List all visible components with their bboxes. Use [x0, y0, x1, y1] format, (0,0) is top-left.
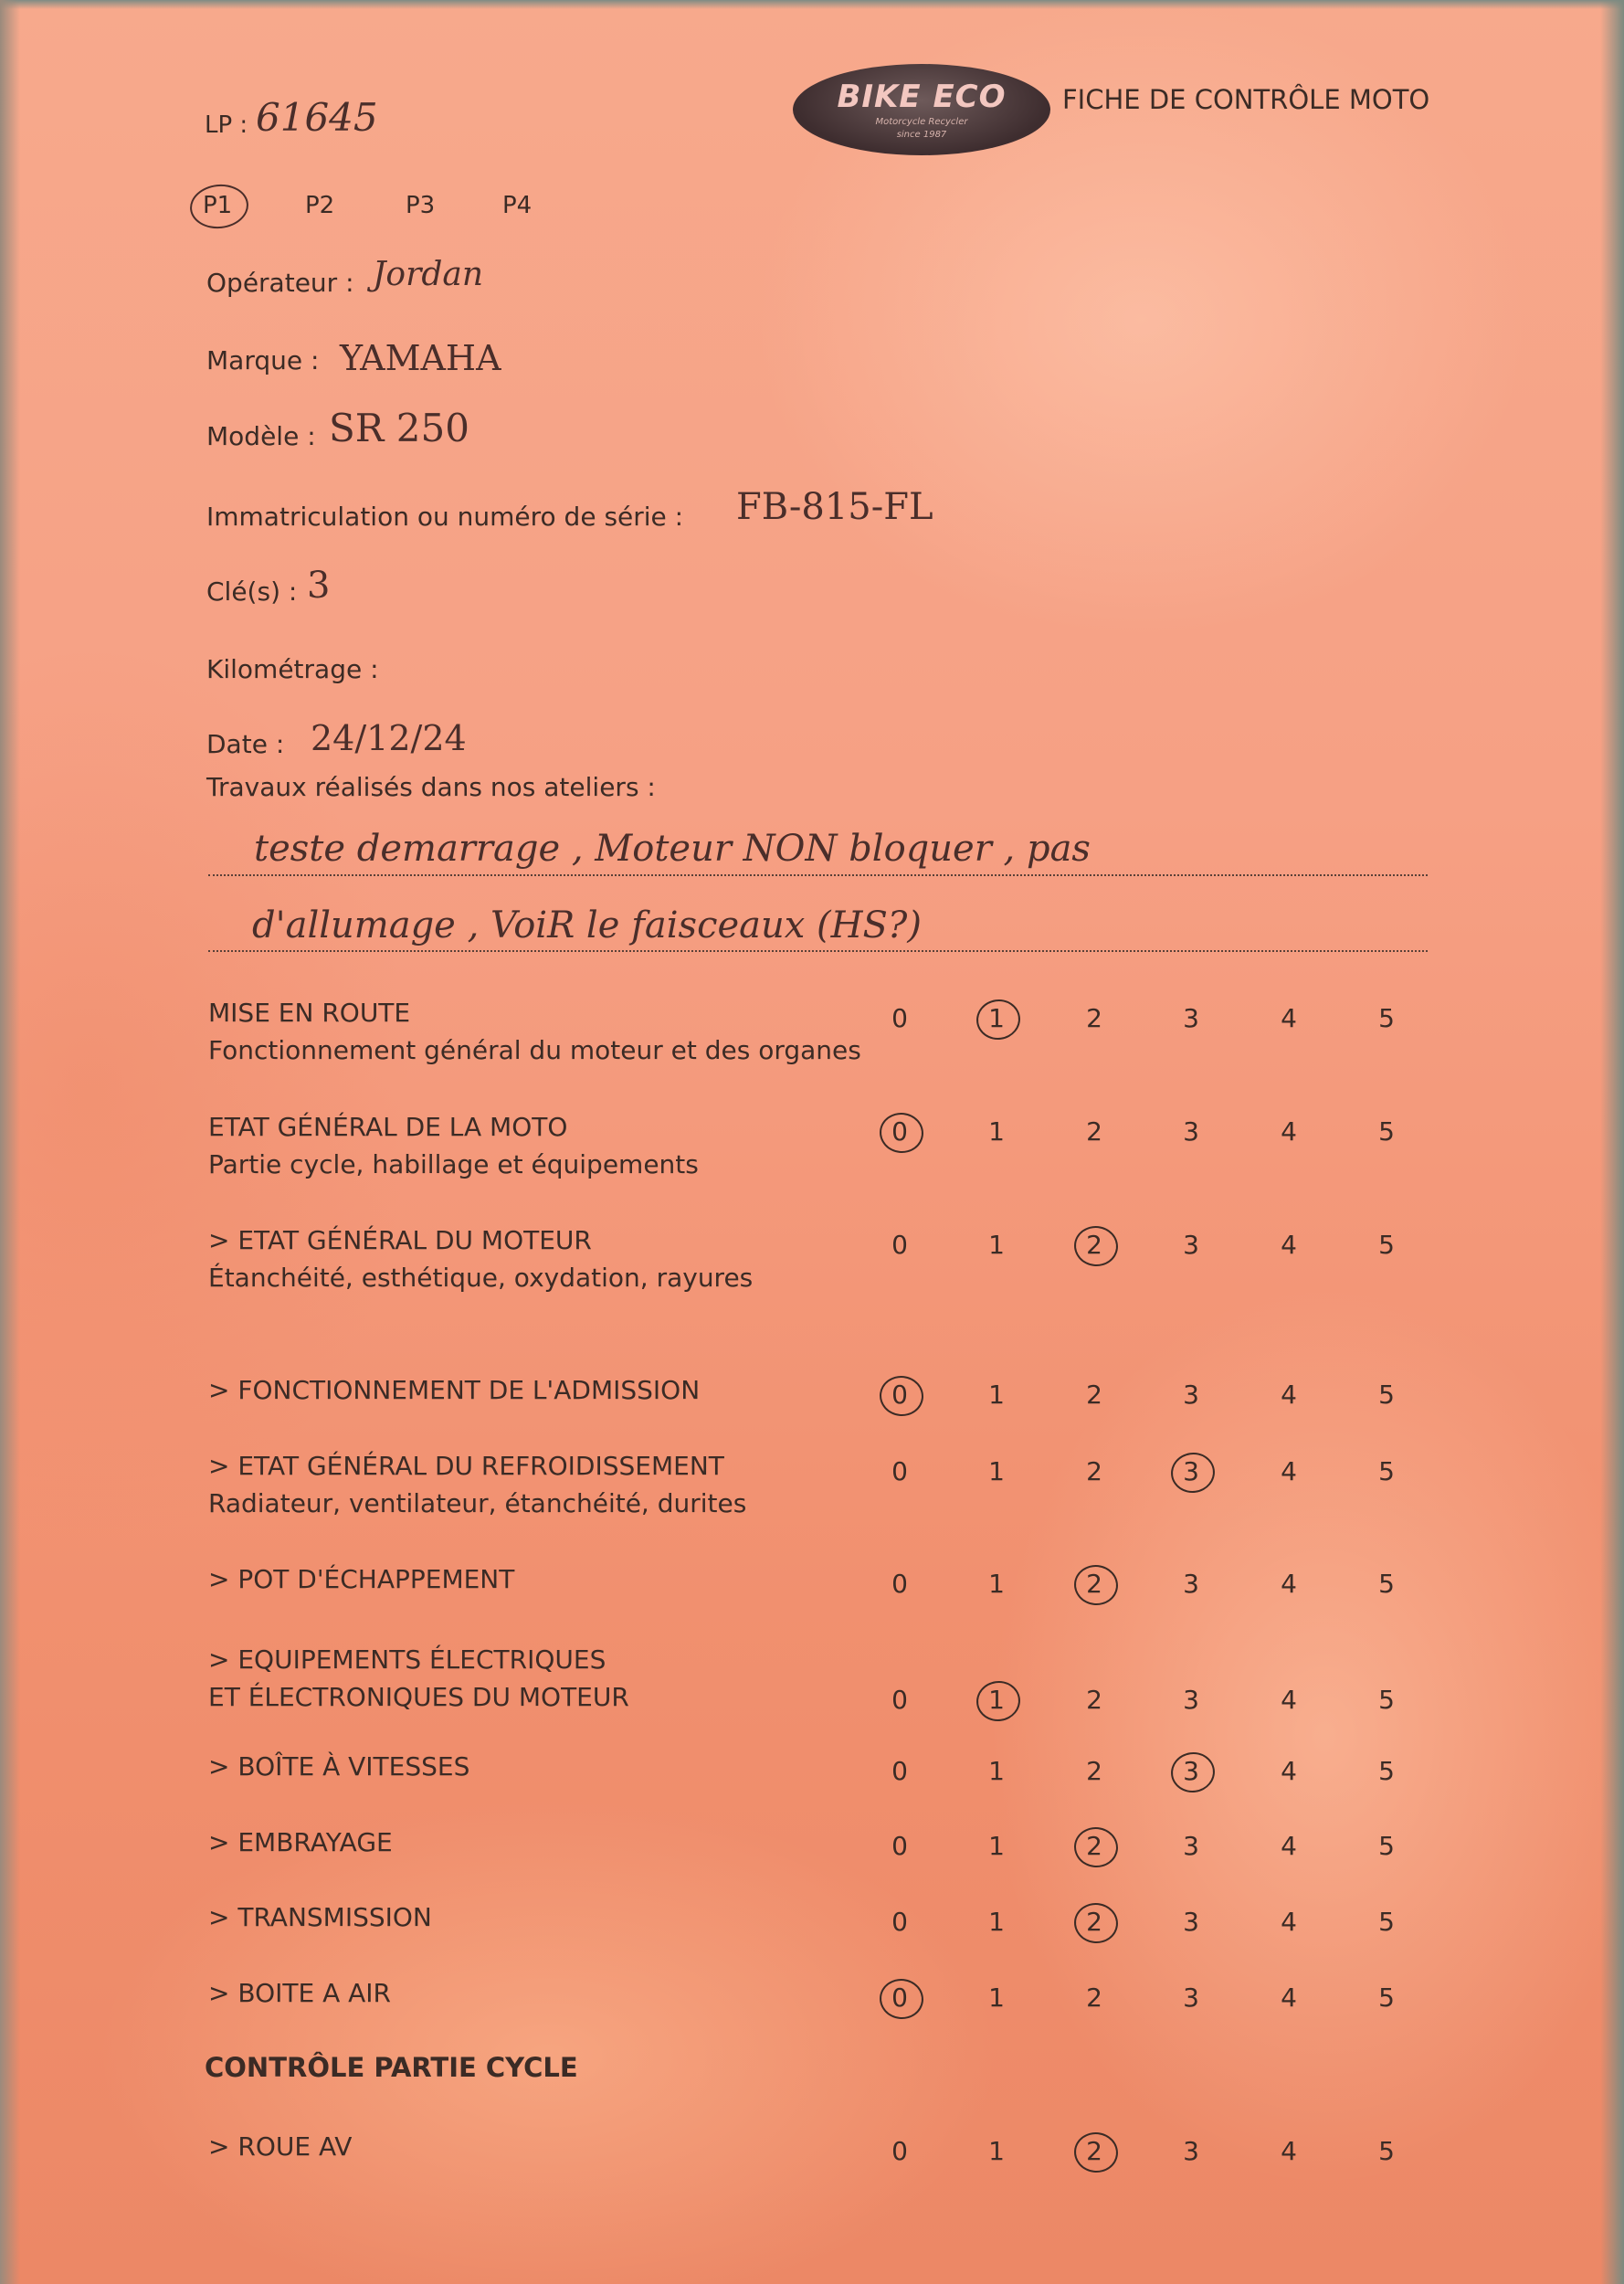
rating-score-2[interactable]: 2	[1086, 1003, 1102, 1033]
rating-score-0[interactable]: 0	[891, 1456, 908, 1486]
date-label: Date :	[206, 729, 285, 759]
rating-title: > TRANSMISSION	[208, 1902, 432, 1932]
rating-score-3[interactable]: 3	[1183, 1380, 1199, 1410]
operateur-value: Jordan	[373, 256, 484, 293]
rating-score-1[interactable]: 1	[988, 1003, 1005, 1033]
rating-score-3[interactable]: 3	[1183, 1456, 1199, 1486]
cycle-rating-score-3[interactable]: 3	[1183, 2136, 1199, 2166]
rating-subtitle: ET ÉLECTRONIQUES DU MOTEUR	[208, 1682, 629, 1712]
rating-title: ETAT GÉNÉRAL DE LA MOTO	[208, 1112, 568, 1142]
rating-score-2[interactable]: 2	[1086, 1831, 1102, 1861]
rating-score-5[interactable]: 5	[1378, 1831, 1395, 1861]
rating-score-1[interactable]: 1	[988, 1569, 1005, 1599]
rating-score-5[interactable]: 5	[1378, 1456, 1395, 1486]
rating-title: > FONCTIONNEMENT DE L'ADMISSION	[208, 1375, 701, 1405]
rating-score-4[interactable]: 4	[1281, 1756, 1297, 1786]
rating-score-1[interactable]: 1	[988, 1756, 1005, 1786]
rating-title: > BOITE A AIR	[208, 1978, 391, 2008]
rating-score-1[interactable]: 1	[988, 1116, 1005, 1147]
rating-score-3[interactable]: 3	[1183, 1116, 1199, 1147]
rating-score-0[interactable]: 0	[891, 1983, 908, 2013]
position-p2: P2	[305, 192, 335, 219]
rating-score-4[interactable]: 4	[1281, 1685, 1297, 1715]
rating-score-3[interactable]: 3	[1183, 1907, 1199, 1937]
rating-score-1[interactable]: 1	[988, 1380, 1005, 1410]
rating-subtitle: Fonctionnement général du moteur et des organes	[208, 1035, 861, 1065]
modele-label: Modèle :	[206, 421, 316, 451]
rating-score-2[interactable]: 2	[1086, 1380, 1102, 1410]
rating-score-5[interactable]: 5	[1378, 1907, 1395, 1937]
cycle-section-title: CONTRÔLE PARTIE CYCLE	[205, 2052, 578, 2083]
rating-score-3[interactable]: 3	[1183, 1983, 1199, 2013]
rating-score-4[interactable]: 4	[1281, 1116, 1297, 1147]
rating-score-0[interactable]: 0	[891, 1380, 908, 1410]
bike-eco-logo	[793, 64, 1050, 155]
travaux-line-1-rule	[208, 874, 1428, 876]
rating-score-5[interactable]: 5	[1378, 1003, 1395, 1033]
rating-score-5[interactable]: 5	[1378, 1569, 1395, 1599]
rating-score-4[interactable]: 4	[1281, 1230, 1297, 1260]
rating-score-3[interactable]: 3	[1183, 1230, 1199, 1260]
rating-score-3[interactable]: 3	[1183, 1685, 1199, 1715]
rating-score-3[interactable]: 3	[1183, 1003, 1199, 1033]
logo-tagline-since: since 1987	[896, 130, 947, 140]
rating-title: MISE EN ROUTE	[208, 998, 411, 1028]
rating-score-5[interactable]: 5	[1378, 1685, 1395, 1715]
logo-text: BIKE ECO	[837, 79, 1007, 115]
rating-score-0[interactable]: 0	[891, 1907, 908, 1937]
rating-title: > ETAT GÉNÉRAL DU REFROIDISSEMENT	[208, 1451, 724, 1481]
travaux-label: Travaux réalisés dans nos ateliers :	[206, 772, 656, 802]
rating-score-5[interactable]: 5	[1378, 1983, 1395, 2013]
rating-subtitle: Radiateur, ventilateur, étanchéité, durites	[208, 1488, 747, 1518]
rating-score-2[interactable]: 2	[1086, 1756, 1102, 1786]
rating-score-2[interactable]: 2	[1086, 1983, 1102, 2013]
document-title: FICHE DE CONTRÔLE MOTO	[1062, 84, 1430, 115]
travaux-line-1: teste demarrage , Moteur NON bloquer , pas	[254, 828, 1091, 870]
rating-score-5[interactable]: 5	[1378, 1230, 1395, 1260]
rating-score-1[interactable]: 1	[988, 1907, 1005, 1937]
position-p3: P3	[406, 192, 436, 219]
modele-value: SR 250	[329, 406, 469, 450]
rating-score-4[interactable]: 4	[1281, 1569, 1297, 1599]
cycle-rating-title: > ROUE AV	[208, 2131, 353, 2162]
rating-score-2[interactable]: 2	[1086, 1230, 1102, 1260]
rating-score-5[interactable]: 5	[1378, 1116, 1395, 1147]
rating-score-5[interactable]: 5	[1378, 1380, 1395, 1410]
rating-score-0[interactable]: 0	[891, 1756, 908, 1786]
immatriculation-label: Immatriculation ou numéro de série :	[206, 502, 684, 532]
rating-score-0[interactable]: 0	[891, 1831, 908, 1861]
cycle-rating-score-0[interactable]: 0	[891, 2136, 908, 2166]
date-value: 24/12/24	[311, 718, 467, 758]
cles-label: Clé(s) :	[206, 576, 298, 607]
rating-score-0[interactable]: 0	[891, 1003, 908, 1033]
rating-score-1[interactable]: 1	[988, 1831, 1005, 1861]
cycle-rating-score-4[interactable]: 4	[1281, 2136, 1297, 2166]
rating-score-3[interactable]: 3	[1183, 1831, 1199, 1861]
rating-title: > EMBRAYAGE	[208, 1827, 393, 1857]
rating-score-3[interactable]: 3	[1183, 1569, 1199, 1599]
rating-title: > ETAT GÉNÉRAL DU MOTEUR	[208, 1225, 592, 1255]
rating-score-0[interactable]: 0	[891, 1230, 908, 1260]
rating-title: > EQUIPEMENTS ÉLECTRIQUES	[208, 1644, 606, 1675]
rating-score-4[interactable]: 4	[1281, 1831, 1297, 1861]
rating-subtitle: Étanchéité, esthétique, oxydation, rayures	[208, 1263, 754, 1293]
rating-score-1[interactable]: 1	[988, 1230, 1005, 1260]
rating-subtitle: Partie cycle, habillage et équipements	[208, 1149, 699, 1179]
operateur-label: Opérateur :	[206, 268, 354, 298]
rating-score-5[interactable]: 5	[1378, 1756, 1395, 1786]
rating-score-2[interactable]: 2	[1086, 1685, 1102, 1715]
rating-score-3[interactable]: 3	[1183, 1756, 1199, 1786]
rating-score-4[interactable]: 4	[1281, 1456, 1297, 1486]
cles-value: 3	[307, 565, 331, 607]
rating-score-2[interactable]: 2	[1086, 1569, 1102, 1599]
rating-score-0[interactable]: 0	[891, 1116, 908, 1147]
kilometrage-label: Kilométrage :	[206, 654, 379, 684]
rating-score-0[interactable]: 0	[891, 1685, 908, 1715]
rating-score-0[interactable]: 0	[891, 1569, 908, 1599]
cycle-rating-score-2[interactable]: 2	[1086, 2136, 1102, 2166]
rating-title: > BOÎTE À VITESSES	[208, 1751, 470, 1782]
position-p4: P4	[502, 192, 533, 219]
lp-label: LP :	[205, 111, 248, 139]
marque-value: YAMAHA	[340, 338, 501, 378]
immatriculation-value: FB-815-FL	[736, 486, 933, 528]
rating-score-1[interactable]: 1	[988, 1685, 1005, 1715]
travaux-line-2: d'allumage , VoiR le faisceaux (HS?)	[252, 904, 922, 946]
rating-score-4[interactable]: 4	[1281, 1983, 1297, 2013]
logo-tagline: Motorcycle Recycler	[875, 117, 968, 127]
rating-title: > POT D'ÉCHAPPEMENT	[208, 1564, 515, 1594]
position-p1: P1	[203, 192, 233, 219]
rating-score-4[interactable]: 4	[1281, 1380, 1297, 1410]
marque-label: Marque :	[206, 345, 320, 375]
cycle-rating-score-5[interactable]: 5	[1378, 2136, 1395, 2166]
rating-score-4[interactable]: 4	[1281, 1003, 1297, 1033]
rating-score-1[interactable]: 1	[988, 1983, 1005, 2013]
rating-score-2[interactable]: 2	[1086, 1907, 1102, 1937]
lp-value: 61645	[256, 95, 378, 140]
cycle-rating-score-1[interactable]: 1	[988, 2136, 1005, 2166]
rating-score-2[interactable]: 2	[1086, 1116, 1102, 1147]
rating-score-2[interactable]: 2	[1086, 1456, 1102, 1486]
rating-score-4[interactable]: 4	[1281, 1907, 1297, 1937]
rating-score-1[interactable]: 1	[988, 1456, 1005, 1486]
travaux-line-2-rule	[208, 950, 1428, 952]
